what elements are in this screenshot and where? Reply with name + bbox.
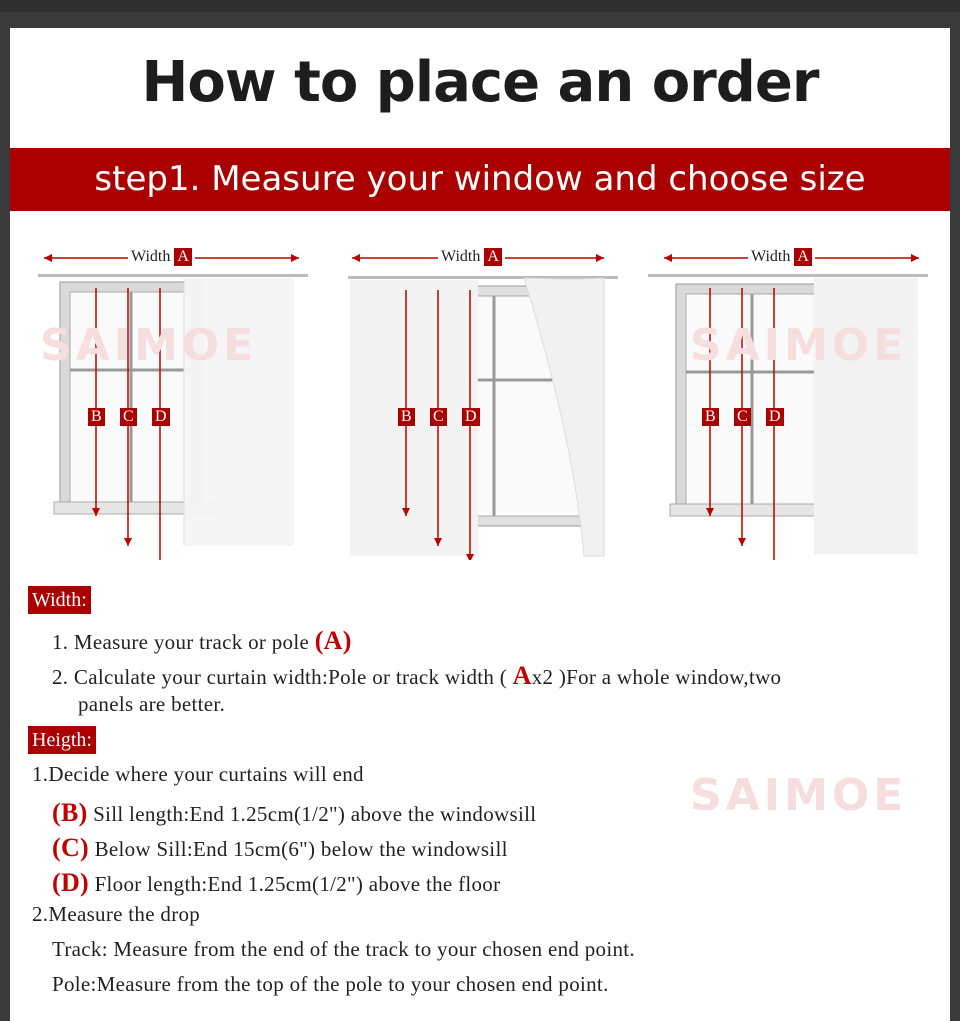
height-option-b xyxy=(52,798,536,828)
track-instruction: Track: Measure from the end of the track to your chosen end point. xyxy=(52,937,635,961)
height-badge: Heigth: xyxy=(28,726,96,754)
width-marker-a: A xyxy=(794,248,812,266)
width-step-2 xyxy=(52,661,781,691)
marker-c: C xyxy=(734,408,751,426)
width-step-1 xyxy=(52,626,352,656)
marker-d: D xyxy=(152,408,170,426)
step-banner: step1. Measure your window and choose size xyxy=(10,148,950,211)
marker-b: B xyxy=(88,408,105,426)
option-d-marker: (D) xyxy=(52,868,89,897)
width-step-2-marker: A xyxy=(512,661,532,690)
page-title: How to place an order xyxy=(141,50,819,115)
width-step-1-text: 1. Measure your track or pole xyxy=(52,630,310,654)
option-c-text: Below Sill:End 15cm(6") below the windowsill xyxy=(94,837,508,861)
option-d-text: Floor length:End 1.25cm(1/2") above the floor xyxy=(94,872,501,896)
option-b-text: Sill length:End 1.25cm(1/2") above the windowsill xyxy=(93,802,537,826)
diagram-panel-3 xyxy=(644,240,934,560)
width-step-1-marker: (A) xyxy=(314,626,352,655)
height-step-2: 2.Measure the drop xyxy=(32,902,201,926)
diagram-panel-2 xyxy=(334,240,624,560)
marker-b: B xyxy=(702,408,719,426)
width-label-2 xyxy=(438,248,505,266)
order-guide xyxy=(10,28,950,1021)
width-label-1 xyxy=(128,248,195,266)
width-badge: Width: xyxy=(28,586,91,614)
width-step-2-cont: panels are better. xyxy=(78,692,226,716)
width-label-text: Width xyxy=(751,248,791,265)
top-strip xyxy=(0,0,960,12)
window-diagram-3 xyxy=(644,240,934,560)
option-b-marker: (B) xyxy=(52,798,88,827)
marker-d: D xyxy=(462,408,480,426)
width-label-3 xyxy=(748,248,815,266)
height-step-1: 1.Decide where your curtains will end xyxy=(32,762,364,786)
width-step-2-text-b: x2 )For a whole window,two xyxy=(531,665,782,689)
width-marker-a: A xyxy=(484,248,502,266)
marker-d: D xyxy=(766,408,784,426)
option-c-marker: (C) xyxy=(52,833,89,862)
marker-c: C xyxy=(120,408,137,426)
watermark-3: SAIMOE xyxy=(690,770,908,821)
watermark-1: SAIMOE xyxy=(40,320,258,371)
watermark-2: SAIMOE xyxy=(690,320,908,371)
width-marker-a: A xyxy=(174,248,192,266)
marker-c: C xyxy=(430,408,447,426)
width-label-text: Width xyxy=(131,248,171,265)
diagram-panel-1 xyxy=(24,240,314,560)
window-diagram-1 xyxy=(24,240,314,560)
height-option-d xyxy=(52,868,500,898)
width-label-text: Width xyxy=(441,248,481,265)
window-diagram-2 xyxy=(334,240,624,560)
pole-instruction: Pole:Measure from the top of the pole to your chosen end point. xyxy=(52,972,609,996)
height-option-c xyxy=(52,833,508,863)
width-step-2-text-a: 2. Calculate your curtain width:Pole or track width ( xyxy=(52,665,508,689)
marker-b: B xyxy=(398,408,415,426)
